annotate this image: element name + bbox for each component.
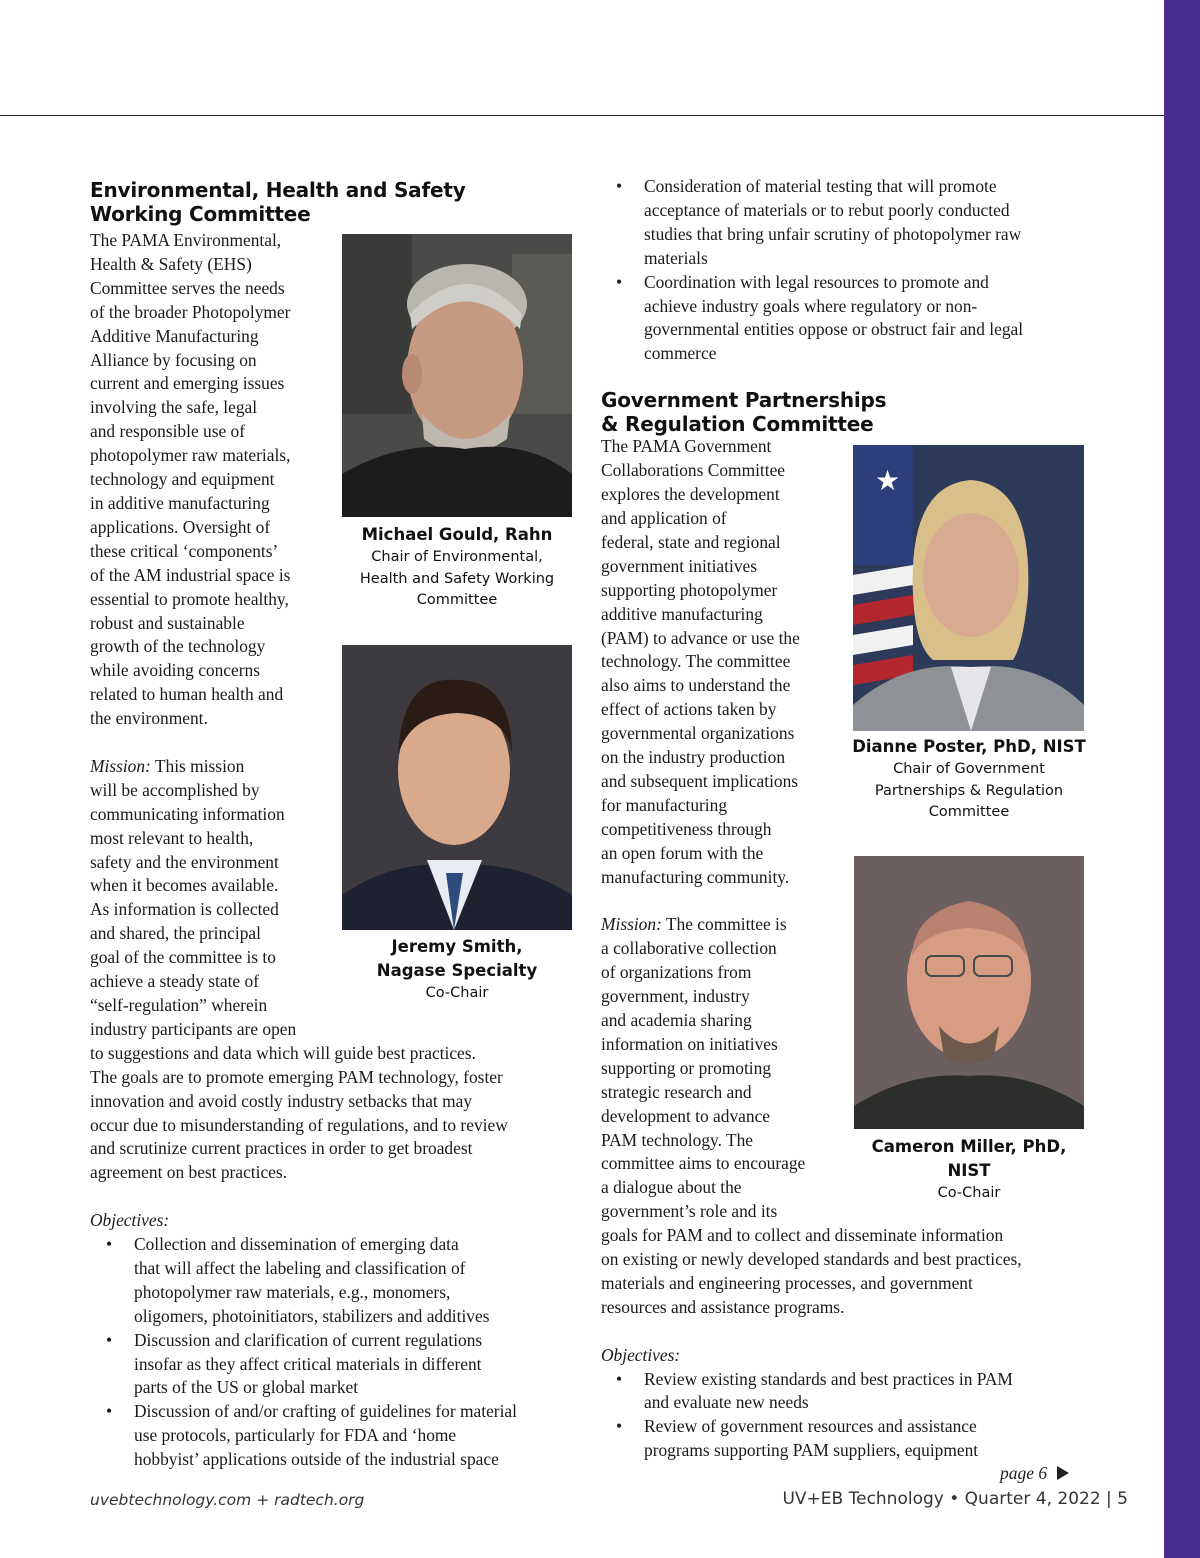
photo-cameron-miller [854, 856, 1084, 1129]
person-name: Cameron Miller, PhD, [871, 1137, 1067, 1156]
text-line: technology and equipment [90, 469, 275, 490]
heading-line: Government Partnerships [601, 388, 887, 413]
text-line: a dialogue about the [601, 1177, 742, 1198]
text-line: involving the safe, legal [90, 397, 258, 418]
mission-label: Mission: [601, 914, 662, 935]
text-line: • Collection and dissemination of emerging data [134, 1234, 459, 1255]
list-item [600, 271, 1101, 367]
photo-jeremy-smith [342, 645, 572, 930]
text-line: acceptance of materials or to rebut poorly conducted [644, 199, 1010, 220]
svg-text:★: ★ [875, 464, 901, 497]
text-line: (PAM) to advance or use the [601, 627, 800, 648]
text-line: robust and sustainable [90, 612, 245, 633]
text-line: most relevant to health, [90, 827, 254, 848]
text-line: of the broader Photopolymer [90, 301, 291, 322]
objectives-label: Objectives: [601, 1344, 681, 1365]
text-line: information on initiatives [601, 1033, 778, 1054]
person-name: Dianne Poster, PhD, NIST [852, 737, 1086, 756]
text-line: manufacturing community. [601, 866, 790, 887]
text-line: • Review of government resources and assistance [644, 1416, 977, 1437]
text-line: materials and engineering processes, and government [601, 1272, 973, 1293]
text-line: development to advance [601, 1105, 771, 1126]
text-line: materials [644, 247, 708, 268]
person-role: Co-Chair [425, 985, 489, 1001]
ehs-objectives-list-continued [600, 175, 1101, 366]
gov-heading [601, 388, 1101, 436]
text-line: in additive manufacturing [90, 492, 270, 513]
text-line: and academia sharing [601, 1009, 752, 1030]
text-line: resources and assistance programs. [601, 1296, 845, 1317]
text-line: when it becomes available. [90, 875, 279, 896]
text-line: safety and the environment [90, 851, 279, 872]
text-line: The PAMA Environmental, [90, 230, 282, 250]
text-line: photopolymer raw materials, [90, 445, 291, 466]
text-line: parts of the US or global market [134, 1377, 359, 1398]
text-line: occur due to misunderstanding of regulations, and to review [90, 1114, 508, 1135]
text-line: federal, state and regional [601, 531, 781, 552]
text-line: industry participants are open [90, 1018, 297, 1039]
text-line: growth of the technology [90, 636, 266, 657]
text-line: As information is collected [90, 899, 279, 920]
text-line: insofar as they affect critical materials in different [134, 1353, 482, 1374]
text-line: strategic research and [601, 1081, 752, 1102]
list-item [600, 1415, 1101, 1463]
text-line: of the AM industrial space is [90, 564, 291, 585]
text-line: and subsequent implications [601, 770, 799, 791]
footer-websites: uvebtechnology.com + radtech.org [90, 1491, 365, 1509]
person-role: Committee [416, 592, 498, 608]
text-line: government, industry [601, 986, 750, 1007]
text-line: PAM technology. The [601, 1129, 754, 1150]
text-line: and application of [601, 507, 727, 528]
heading-line: & Regulation Committee [601, 412, 874, 437]
caption-cameron-miller [854, 1135, 1084, 1205]
text-line: Committee serves the needs [90, 277, 285, 298]
person-role: Health and Safety Working [359, 570, 555, 587]
heading-line: Working Committee [90, 202, 311, 226]
text-line: will be accomplished by [90, 779, 260, 800]
text-line: agreement on best practices. [90, 1162, 288, 1183]
text-line: a collaborative collection [601, 938, 777, 959]
person-name: NIST [947, 1161, 991, 1180]
person-role: Chair of Government [893, 761, 1045, 777]
text-line: to suggestions and data which will guide best practices. [90, 1042, 476, 1063]
text-line: studies that bring unfair scrutiny of photopolymer raw [644, 223, 1022, 244]
text-line: oligomers, photoinitiators, stabilizers and additives [134, 1305, 490, 1326]
text-line: Health & Safety (EHS) [90, 253, 252, 274]
caption-dianne-poster [845, 735, 1093, 824]
text-line: applications. Oversight of [90, 516, 271, 537]
text-line: goals for PAM and to collect and disseminate information [601, 1225, 1004, 1246]
text-line: • Consideration of material testing that will promote [644, 176, 997, 196]
text-line: additive manufacturing [601, 603, 763, 624]
text-line: technology. The committee [601, 651, 791, 672]
text-line: achieve a steady state of [90, 971, 259, 992]
text-line: an open forum with the [601, 842, 764, 863]
photo-michael-gould [342, 234, 572, 517]
caption-jeremy-smith [342, 935, 572, 1005]
heading-line: Environmental, Health and Safety [90, 178, 466, 202]
text-line: photopolymer raw materials, e.g., monomers, [134, 1281, 451, 1302]
ehs-heading [90, 178, 580, 226]
footer-publication: UV+EB Technology • Quarter 4, 2022 | 5 [782, 1489, 1128, 1509]
text-line: supporting photopolymer [601, 579, 778, 600]
gov-objectives-list [600, 1368, 1101, 1464]
list-item [90, 1400, 580, 1472]
text-line: of organizations from [601, 962, 752, 983]
text-line: “self-regulation” wherein [90, 994, 268, 1015]
text-line: current and emerging issues [90, 373, 285, 394]
text-line: communicating information [90, 803, 285, 824]
text-line: • Review existing standards and best practices in PAM [644, 1368, 1013, 1389]
text-line: government’s role and its [601, 1201, 778, 1222]
text-line: The goals are to promote emerging PAM technology, foster [90, 1066, 503, 1087]
text-line: commerce [644, 343, 717, 364]
text-line: competitiveness through [601, 818, 772, 839]
text-line: and shared, the principal [90, 923, 261, 944]
ehs-objectives-list [90, 1233, 580, 1472]
person-role: Chair of Environmental, [371, 549, 543, 565]
text-line: • Discussion of and/or crafting of guidelines for material [134, 1401, 517, 1422]
person-role: Committee [928, 804, 1010, 820]
text-line: Additive Manufacturing [90, 325, 259, 346]
purple-edge-bar [1164, 0, 1200, 1558]
person-name: Jeremy Smith, [391, 937, 523, 956]
header-rule [0, 115, 1164, 116]
text-line: Alliance by focusing on [90, 349, 257, 370]
photo-dianne-poster [853, 445, 1084, 731]
text-line: hobbyist’ applications outside of the industrial space [134, 1449, 499, 1470]
person-name: Nagase Specialty [376, 961, 538, 980]
text-line: related to human health and [90, 684, 284, 705]
text-line: effect of actions taken by [601, 699, 777, 720]
text-line: The PAMA Government [601, 436, 772, 457]
caption-michael-gould [342, 523, 572, 612]
text-line: programs supporting PAM suppliers, equipment [644, 1440, 979, 1461]
text-line: goal of the committee is to [90, 947, 276, 968]
person-role: Co-Chair [937, 1185, 1001, 1201]
text-line: that will affect the labeling and classification of [134, 1257, 466, 1278]
triangle-right-icon [1057, 1466, 1069, 1480]
text-line: governmental entities oppose or obstruct fair and legal [644, 319, 1024, 340]
text-line: and scrutinize current practices in order to get broadest [90, 1138, 473, 1159]
mission-label: Mission: [90, 755, 151, 776]
text-line: governmental organizations [601, 723, 795, 744]
text-line: • Discussion and clarification of current regulations [134, 1329, 483, 1350]
objectives-label: Objectives: [90, 1210, 170, 1231]
text-line: for manufacturing [601, 794, 728, 815]
text-line: on the industry production [601, 747, 786, 768]
text-line: and evaluate new needs [644, 1392, 809, 1413]
text-line: while avoiding concerns [90, 660, 260, 681]
text-line: Collaborations Committee [601, 460, 786, 481]
text-line: committee aims to encourage [601, 1153, 806, 1174]
list-item [600, 175, 1101, 271]
continued-link[interactable] [1000, 1463, 1069, 1484]
list-item [600, 1368, 1101, 1416]
text-line: and responsible use of [90, 421, 246, 442]
text-line: achieve industry goals where regulatory or non- [644, 295, 978, 316]
continued-label: page 6 [1000, 1463, 1048, 1483]
person-name: Michael Gould, Rahn [361, 525, 553, 544]
text-line: these critical ‘components’ [90, 540, 279, 561]
person-role: Partnerships & Regulation [874, 782, 1064, 799]
text-line: supporting or promoting [601, 1057, 772, 1078]
text-line: innovation and avoid costly industry setbacks that may [90, 1090, 473, 1111]
text-line: on existing or newly developed standards and best practices, [601, 1249, 1022, 1270]
list-item [90, 1329, 580, 1401]
mission-first: The committee is [661, 914, 787, 935]
list-item [90, 1233, 580, 1329]
mission-first: This mission [150, 755, 245, 776]
text-line: the environment. [90, 708, 208, 729]
text-line: essential to promote healthy, [90, 588, 289, 609]
text-line: • Coordination with legal resources to promote and [644, 271, 989, 292]
text-line: use protocols, particularly for FDA and ‘home [134, 1425, 457, 1446]
text-line: also aims to understand the [601, 675, 791, 696]
text-line: explores the development [601, 484, 780, 505]
text-line: government initiatives [601, 555, 757, 576]
